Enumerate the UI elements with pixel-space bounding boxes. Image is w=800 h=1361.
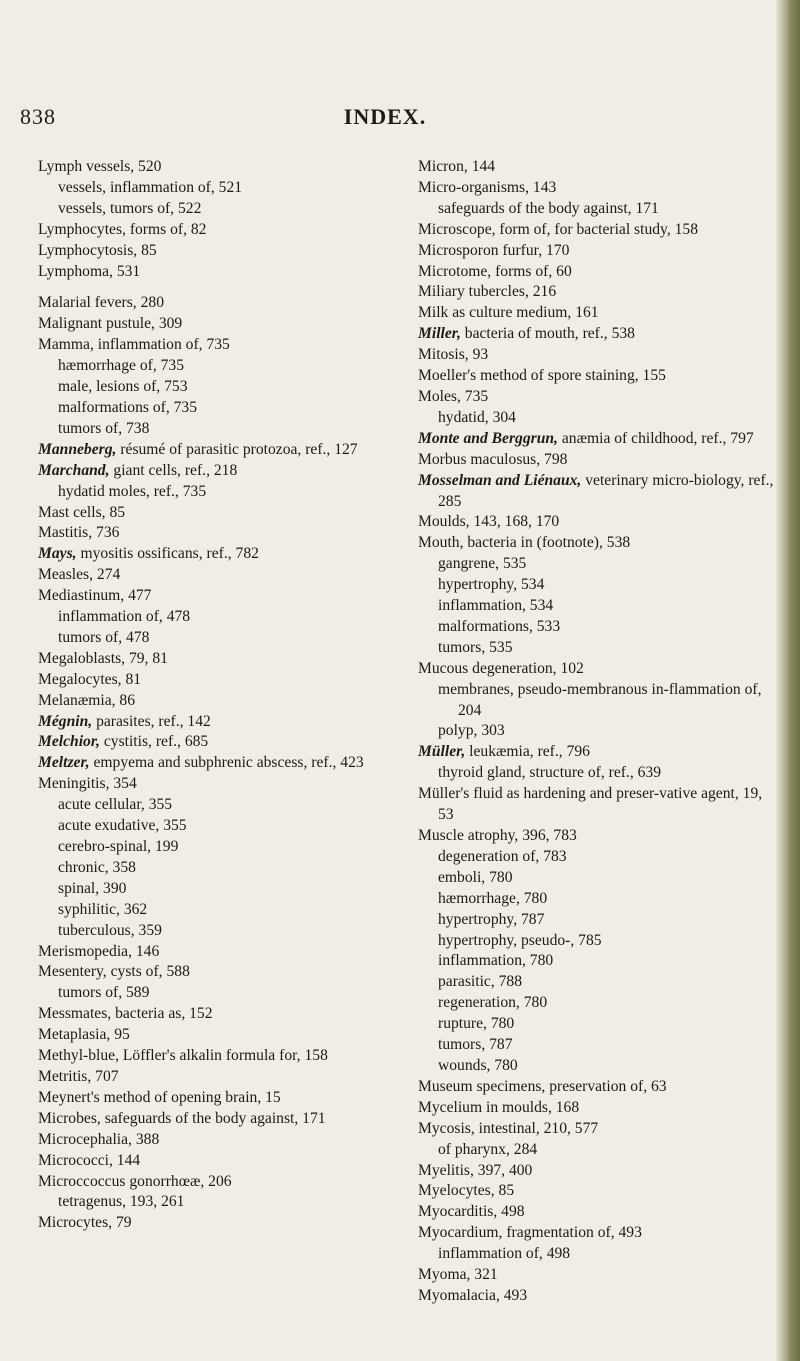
index-entry-text: tumors, 535 xyxy=(438,638,513,656)
index-entry-text: spinal, 390 xyxy=(58,879,127,897)
index-entry xyxy=(418,345,774,366)
index-entry xyxy=(38,503,398,524)
index-entry-text: tetragenus, 193, 261 xyxy=(58,1193,185,1211)
index-subentry xyxy=(38,921,398,942)
index-entry-text: Mycelium in moulds, 168 xyxy=(418,1098,580,1116)
index-subentry xyxy=(418,763,774,784)
index-entry-text: thyroid gland, structure of, ref., 639 xyxy=(438,764,662,782)
index-entry-text: safeguards of the body against, 171 xyxy=(438,199,659,217)
index-author-name: Mosselman and Liénaux, xyxy=(418,471,582,489)
index-entry-text: inflammation, 534 xyxy=(438,597,554,615)
index-entry-text: veterinary micro-biology, ref., 285 xyxy=(438,471,774,510)
index-entry-text: tumors of, 738 xyxy=(58,419,150,437)
index-entry xyxy=(38,586,398,607)
index-subentry xyxy=(418,910,774,931)
index-entry-text: Megalocytes, 81 xyxy=(38,670,142,688)
index-entry-text: polyp, 303 xyxy=(438,722,505,740)
index-entry-text: malformations of, 735 xyxy=(58,398,198,416)
index-entry-text: Lymph vessels, 520 xyxy=(38,158,162,175)
index-author-name: Manneberg, xyxy=(38,440,117,458)
index-entry xyxy=(38,314,398,335)
index-entry-text: Mastitis, 736 xyxy=(38,524,120,542)
index-entry-text: Müller's fluid as hardening and preser-vative agent, 19, 53 xyxy=(418,785,763,824)
index-entry xyxy=(38,241,398,262)
index-entry-text: Moles, 735 xyxy=(418,387,489,405)
index-entry xyxy=(418,1161,774,1182)
index-entry-text: Meynert's method of opening brain, 15 xyxy=(38,1088,281,1106)
index-subentry xyxy=(418,617,774,638)
index-entry-text: inflammation of, 478 xyxy=(58,608,191,626)
index-entry-text: Myocardium, fragmentation of, 493 xyxy=(418,1224,642,1242)
index-entry-text: Miliary tubercles, 216 xyxy=(418,283,557,301)
index-entry-text: Mesentery, cysts of, 588 xyxy=(38,963,190,981)
page-number: 838 xyxy=(20,104,56,129)
index-entry xyxy=(38,262,398,283)
index-column-left xyxy=(38,157,398,1234)
index-entry xyxy=(418,282,774,303)
index-entry-text: inflammation, 780 xyxy=(438,952,554,970)
index-subentry xyxy=(418,199,774,220)
index-subentry xyxy=(418,1014,774,1035)
index-entry xyxy=(418,450,774,471)
index-entry xyxy=(38,544,398,565)
index-subentry xyxy=(38,858,398,879)
index-entry xyxy=(38,1151,398,1172)
index-author-name: Mays, xyxy=(38,545,77,563)
index-entry-text: hydatid moles, ref., 735 xyxy=(58,482,207,500)
index-entry-text: Microsporon furfur, 170 xyxy=(418,241,570,259)
index-subentry xyxy=(418,889,774,910)
index-entry-text: Mamma, inflammation of, 735 xyxy=(38,336,230,354)
index-entry-text: syphilitic, 362 xyxy=(58,900,148,918)
index-subentry xyxy=(38,1192,398,1213)
index-entry-text: Meningitis, 354 xyxy=(38,775,137,793)
index-entry-text: Metaplasia, 95 xyxy=(38,1026,130,1044)
index-entry xyxy=(38,753,398,774)
index-entry-text: myositis ossificans, ref., 782 xyxy=(80,545,259,563)
index-entry-text: vessels, inflammation of, 521 xyxy=(58,178,243,196)
index-subentry xyxy=(418,680,774,722)
index-subentry xyxy=(38,377,398,398)
index-entry xyxy=(418,324,774,345)
index-author-name: Monte and Berggrun, xyxy=(418,429,558,447)
index-entry-text: hypertrophy, pseudo-, 785 xyxy=(438,931,602,949)
index-entry xyxy=(418,1223,774,1244)
index-entry-text: hæmorrhage, 780 xyxy=(438,889,548,907)
index-subentry xyxy=(38,607,398,628)
index-entry xyxy=(418,512,774,533)
index-entry xyxy=(418,826,774,847)
index-entry-text: Micron, 144 xyxy=(418,158,496,175)
index-subentry xyxy=(418,868,774,889)
index-entry xyxy=(418,387,774,408)
index-entry xyxy=(38,1067,398,1088)
index-author-name: Müller, xyxy=(418,743,466,761)
index-entry-text: malformations, 533 xyxy=(438,617,561,635)
index-subentry xyxy=(418,554,774,575)
index-entry-text: gangrene, 535 xyxy=(438,555,527,573)
index-entry-text: empyema and subphrenic abscess, ref., 423 xyxy=(93,754,364,772)
index-author-name: Marchand, xyxy=(38,461,110,479)
index-entry-text: Myelitis, 397, 400 xyxy=(418,1161,533,1179)
index-subentry xyxy=(418,721,774,742)
index-entry-text: of pharynx, 284 xyxy=(438,1140,538,1158)
index-entry xyxy=(418,303,774,324)
index-entry-text: Myocarditis, 498 xyxy=(418,1203,525,1221)
index-entry-text: Malarial fevers, 280 xyxy=(38,294,164,312)
index-entry-text: Myomalacia, 493 xyxy=(418,1286,528,1304)
index-subentry xyxy=(418,951,774,972)
index-entry-text: parasites, ref., 142 xyxy=(96,712,211,730)
index-subentry xyxy=(418,1244,774,1265)
index-subentry xyxy=(38,628,398,649)
index-entry-text: Microbes, safeguards of the body against, 171 xyxy=(38,1109,326,1127)
index-entry-text: tumors, 787 xyxy=(438,1036,513,1054)
index-entry xyxy=(38,157,398,178)
index-entry xyxy=(418,471,774,513)
index-entry xyxy=(38,1172,398,1193)
index-entry xyxy=(418,220,774,241)
index-subentry xyxy=(38,482,398,503)
index-entry-text: vessels, tumors of, 522 xyxy=(58,199,202,217)
index-entry xyxy=(418,241,774,262)
page-edge-shadow xyxy=(776,0,800,1361)
index-entry-text: bacteria of mouth, ref., 538 xyxy=(464,325,635,343)
index-entry-text: Myoma, 321 xyxy=(418,1266,498,1284)
index-entry-text: giant cells, ref., 218 xyxy=(113,461,238,479)
index-subentry xyxy=(418,1140,774,1161)
index-subentry xyxy=(38,356,398,377)
index-entry-text: cerebro-spinal, 199 xyxy=(58,838,179,855)
index-entry-text: hypertrophy, 787 xyxy=(438,910,545,928)
index-subentry xyxy=(38,983,398,1004)
index-entry-text: Microcephalia, 388 xyxy=(38,1130,160,1148)
running-head: INDEX. xyxy=(343,104,427,129)
index-subentry xyxy=(418,596,774,617)
index-entry xyxy=(38,1213,398,1234)
index-entry-text: Mouth, bacteria in (footnote), 538 xyxy=(418,534,631,552)
index-entry xyxy=(418,1265,774,1286)
index-entry-text: rupture, 780 xyxy=(438,1015,515,1033)
index-entry-text: regeneration, 780 xyxy=(438,994,548,1012)
index-entry-text: male, lesions of, 753 xyxy=(58,378,188,396)
index-entry-text: Muscle atrophy, 396, 783 xyxy=(418,827,577,844)
index-entry-text: hæmorrhage of, 735 xyxy=(58,357,185,375)
index-entry-text: Moulds, 143, 168, 170 xyxy=(418,513,560,531)
index-entry-text: degeneration of, 783 xyxy=(438,847,567,865)
index-entry-text: Merismopedia, 146 xyxy=(38,942,160,960)
index-entry-text: wounds, 780 xyxy=(438,1056,518,1074)
index-subentry xyxy=(38,795,398,816)
index-entry-text: Malignant pustule, 309 xyxy=(38,315,183,333)
index-entry-text: Morbus maculosus, 798 xyxy=(418,450,568,468)
index-entry-text: Mediastinum, 477 xyxy=(38,587,152,605)
index-subentry xyxy=(38,816,398,837)
index-entry xyxy=(38,523,398,544)
index-subentry xyxy=(418,847,774,868)
index-subentry xyxy=(38,199,398,220)
index-entry-text: Microcytes, 79 xyxy=(38,1214,132,1232)
index-subentry xyxy=(38,879,398,900)
index-subentry xyxy=(418,575,774,596)
index-entry-text: leukæmia, ref., 796 xyxy=(469,743,590,761)
index-entry xyxy=(418,1098,774,1119)
index-entry xyxy=(38,220,398,241)
index-entry-text: Lymphocytosis, 85 xyxy=(38,241,157,259)
index-entry xyxy=(418,1286,774,1307)
index-entry-text: tuberculous, 359 xyxy=(58,921,162,939)
index-entry-text: Microscope, form of, for bacterial study, 158 xyxy=(418,220,699,238)
index-entry-text: Measles, 274 xyxy=(38,566,121,584)
index-entry xyxy=(38,1025,398,1046)
index-entry xyxy=(418,742,774,763)
index-subentry xyxy=(38,837,398,858)
index-entry-text: Myelocytes, 85 xyxy=(418,1182,515,1200)
index-entry xyxy=(38,962,398,983)
index-entry xyxy=(38,691,398,712)
index-entry xyxy=(38,712,398,733)
index-subentry xyxy=(38,419,398,440)
index-entry xyxy=(38,942,398,963)
index-entry-text: Melanæmia, 86 xyxy=(38,691,136,709)
index-entry-text: Metritis, 707 xyxy=(38,1067,119,1085)
index-author-name: Mégnin, xyxy=(38,712,93,730)
index-subentry xyxy=(38,178,398,199)
index-entry xyxy=(38,1088,398,1109)
index-entry xyxy=(38,732,398,753)
index-entry-text: Micro-organisms, 143 xyxy=(418,178,557,196)
index-subentry xyxy=(38,398,398,419)
index-entry xyxy=(38,1004,398,1025)
index-entry-text: anæmia of childhood, ref., 797 xyxy=(561,429,754,447)
index-author-name: Meltzer, xyxy=(38,754,90,772)
index-entry-text: Mitosis, 93 xyxy=(418,346,489,364)
index-entry xyxy=(418,429,774,450)
index-entry xyxy=(418,659,774,680)
index-entry-text: Lymphocytes, forms of, 82 xyxy=(38,220,207,238)
index-subentry xyxy=(418,931,774,952)
index-subentry xyxy=(418,1035,774,1056)
index-entry-text: hydatid, 304 xyxy=(438,408,516,426)
index-entry-text: Mast cells, 85 xyxy=(38,503,126,521)
index-entry xyxy=(418,178,774,199)
index-subentry xyxy=(418,972,774,993)
index-author-name: Miller, xyxy=(418,325,461,343)
index-entry-text: acute cellular, 355 xyxy=(58,796,173,814)
index-entry xyxy=(418,1181,774,1202)
index-entry-text: Milk as culture medium, 161 xyxy=(418,304,599,322)
index-entry-text: Methyl-blue, Löffler's alkalin formula for, 158 xyxy=(38,1047,328,1065)
index-entry-text: Lymphoma, 531 xyxy=(38,262,141,280)
index-entry-text: Microtome, forms of, 60 xyxy=(418,262,572,280)
index-entry xyxy=(418,366,774,387)
index-entry-text: hypertrophy, 534 xyxy=(438,576,545,594)
index-subentry xyxy=(418,638,774,659)
index-entry xyxy=(418,157,774,178)
index-subentry xyxy=(38,900,398,921)
index-entry xyxy=(418,262,774,283)
index-entry xyxy=(38,293,398,314)
index-entry-text: Microccoccus gonorrhœæ, 206 xyxy=(38,1172,232,1190)
index-entry-text: cystitis, ref., 685 xyxy=(103,733,209,751)
index-entry xyxy=(38,461,398,482)
index-entry-text: Micrococci, 144 xyxy=(38,1151,141,1169)
index-entry-text: emboli, 780 xyxy=(438,868,513,886)
index-entry xyxy=(38,1109,398,1130)
index-entry xyxy=(418,1119,774,1140)
index-entry-text: inflammation of, 498 xyxy=(438,1245,571,1263)
index-entry-text: Mucous degeneration, 102 xyxy=(418,659,584,677)
index-entry-text: résumé of parasitic protozoa, ref., 127 xyxy=(120,440,358,458)
index-entry-text: parasitic, 788 xyxy=(438,973,523,991)
index-entry xyxy=(418,784,774,826)
index-entry-text: tumors of, 589 xyxy=(58,984,150,1002)
index-subentry xyxy=(418,408,774,429)
index-entry xyxy=(38,774,398,795)
index-subentry xyxy=(418,993,774,1014)
index-entry xyxy=(38,1130,398,1151)
index-entry-text: membranes, pseudo-membranous in-flammation of, 204 xyxy=(438,680,762,719)
index-entry-text: tumors of, 478 xyxy=(58,628,150,646)
index-author-name: Melchior, xyxy=(38,733,100,751)
index-entry-text: chronic, 358 xyxy=(58,858,136,876)
index-entry xyxy=(38,440,398,461)
index-entry xyxy=(38,649,398,670)
index-entry xyxy=(38,565,398,586)
index-entry-text: Moeller's method of spore staining, 155 xyxy=(418,367,666,385)
index-subentry xyxy=(418,1056,774,1077)
index-entry-text: Museum specimens, preservation of, 63 xyxy=(418,1077,667,1095)
index-entry xyxy=(38,670,398,691)
index-entry-text: Megaloblasts, 79, 81 xyxy=(38,649,168,667)
index-entry xyxy=(38,335,398,356)
index-entry-text: Mycosis, intestinal, 210, 577 xyxy=(418,1119,599,1137)
index-entry xyxy=(418,1202,774,1223)
index-entry xyxy=(418,1077,774,1098)
index-column-right xyxy=(418,157,774,1307)
index-entry xyxy=(38,1046,398,1067)
index-entry-text: Messmates, bacteria as, 152 xyxy=(38,1005,213,1023)
index-entry-text: acute exudative, 355 xyxy=(58,817,187,835)
index-entry xyxy=(418,533,774,554)
